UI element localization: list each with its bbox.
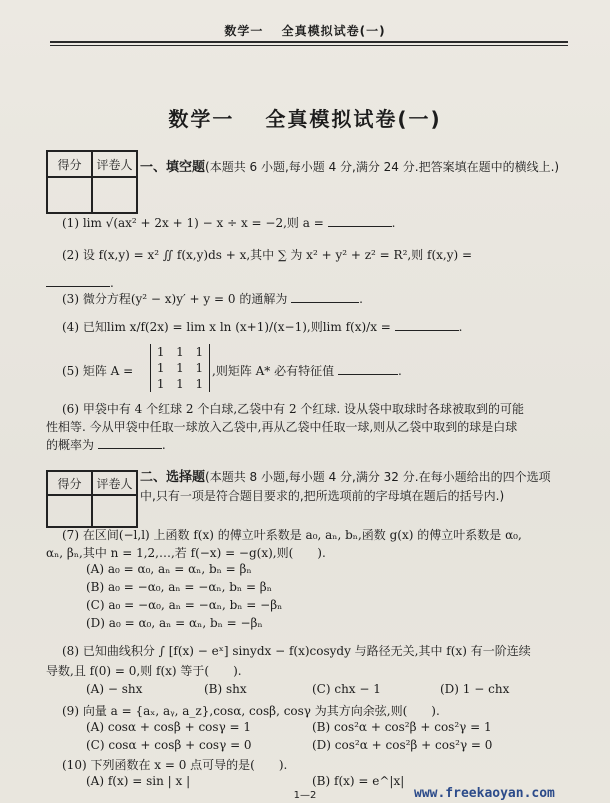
question-5: ,则矩阵 A* 必有特征值 . xyxy=(212,364,402,378)
question-7-line2: αₙ, βₙ,其中 n = 1,2,…,若 f(−x) = −g(x),则( ). xyxy=(46,546,326,560)
question-2 xyxy=(62,246,472,263)
q1-answer-blank[interactable] xyxy=(328,214,392,227)
q10-option-b[interactable]: (B) f(x) = e^|x| xyxy=(312,774,405,788)
matrix-a: 1 1 1 1 1 1 1 1 1 xyxy=(150,344,210,392)
score-cell xyxy=(47,495,92,527)
question-3: (3) 微分方程(y² − x)y′ + y = 0 的通解为 . xyxy=(62,292,363,306)
score-label: 得分 xyxy=(47,471,92,495)
question-9-line1: (9) 向量 a = {aₓ, aᵧ, a_z},cosα, cosβ, cosγ 为其方向余弦,则( ). xyxy=(62,704,440,718)
section1-instructions: (本题共 6 小题,每小题 4 分,满分 24 分.把答案填在题中的横线上.) xyxy=(205,160,560,174)
q10-option-a[interactable]: (A) f(x) = sin | x | xyxy=(86,774,191,788)
question-6-line1: (6) 甲袋中有 4 个红球 2 个白球,乙袋中有 2 个红球. 设从袋中取球时各球被取到的可能 xyxy=(62,402,525,416)
running-header: 数学一 全真模拟试卷(一) xyxy=(224,24,386,38)
grader-cell xyxy=(92,177,137,213)
watermark-url[interactable]: www.freekaoyan.com xyxy=(414,786,555,801)
question-10-line1: (10) 下列函数在 x = 0 点可导的是( ). xyxy=(62,758,288,772)
section2-heading xyxy=(140,468,560,505)
question-8-line1: (8) 已知曲线积分 ∫ [f(x) − eˣ] sinydx − f(x)cosydy 与路径无关,其中 f(x) 有一阶连续 xyxy=(62,644,531,658)
q8-option-c[interactable]: (C) chx − 1 xyxy=(312,682,381,696)
question-8-line2: 导数,且 f(0) = 0,则 f(x) 等于( ). xyxy=(46,664,242,678)
q2-answer-blank[interactable] xyxy=(46,274,110,287)
q3-text: (3) 微分方程(y² − x)y′ + y = 0 的通解为 xyxy=(62,292,288,306)
q5-text: ,则矩阵 A* 必有特征值 xyxy=(212,364,335,378)
q8-option-a[interactable]: (A) − shx xyxy=(86,682,143,696)
section1-heading xyxy=(140,158,560,177)
score-cell xyxy=(47,177,92,213)
score-label: 得分 xyxy=(47,151,92,177)
q9-option-b[interactable]: (B) cos²α + cos²β + cos²γ = 1 xyxy=(312,720,492,734)
q9-option-c[interactable]: (C) cosα + cosβ + cosγ = 0 xyxy=(86,738,252,752)
q4-answer-blank[interactable] xyxy=(395,318,459,331)
question-2-answer: . xyxy=(46,274,114,290)
question-6-line3: 的概率为 . xyxy=(46,438,166,452)
score-box-section1 xyxy=(46,150,138,214)
grader-cell xyxy=(92,495,137,527)
q4-text: (4) 已知lim x/f(2x) = lim x ln (x+1)/(x−1),则lim f(x)/x = xyxy=(62,320,391,334)
header-rule-thin xyxy=(50,45,568,46)
q2-text: (2) 设 f(x,y) = x² ∬ f(x,y)ds + x,其中 ∑ 为 x² + y² + z² = R²,则 f(x,y) = xyxy=(62,248,473,262)
question-7-line1: (7) 在区间(−l,l) 上函数 f(x) 的傅立叶系数是 a₀, aₙ, bₙ,函数 g(x) 的傅立叶系数是 α₀, xyxy=(62,528,522,542)
section1-title: 一、填空题 xyxy=(140,160,206,175)
q8-option-b[interactable]: (B) shx xyxy=(204,682,247,696)
q7-option-a[interactable]: (A) a₀ = α₀, aₙ = αₙ, bₙ = βₙ xyxy=(86,562,252,576)
q9-option-a[interactable]: (A) cosα + cosβ + cosγ = 1 xyxy=(86,720,252,734)
q9-option-d[interactable]: (D) cos²α + cos²β + cos²γ = 0 xyxy=(312,738,493,752)
q7-option-d[interactable]: (D) a₀ = α₀, aₙ = αₙ, bₙ = −βₙ xyxy=(86,616,263,630)
question-1: (1) lim √(ax² + 2x + 1) − x ÷ x = −2,则 a = . xyxy=(62,216,396,230)
q3-answer-blank[interactable] xyxy=(291,290,359,303)
q8-option-d[interactable]: (D) 1 − chx xyxy=(440,682,510,696)
q7-option-b[interactable]: (B) a₀ = −α₀, aₙ = −αₙ, bₙ = βₙ xyxy=(86,580,272,594)
question-4: (4) 已知lim x/f(2x) = lim x ln (x+1)/(x−1),则lim f(x)/x = . xyxy=(62,320,463,334)
q1-text: (1) lim √(ax² + 2x + 1) − x ÷ x = −2,则 a = xyxy=(62,216,324,230)
grader-label: 评卷人 xyxy=(92,151,137,177)
grader-label: 评卷人 xyxy=(92,471,137,495)
question-6-line2: 性相等. 今从甲袋中任取一球放入乙袋中,再从乙袋中任取一球,则从乙袋中取到的球是白球 xyxy=(46,420,518,434)
q6-answer-blank[interactable] xyxy=(98,436,162,449)
question-5-lead: (5) 矩阵 A = xyxy=(62,364,134,378)
score-box-section2 xyxy=(46,470,138,528)
q5-answer-blank[interactable] xyxy=(338,362,398,375)
page-title: 数学一 全真模拟试卷(一) xyxy=(168,107,442,131)
section2-instructions: (本题共 8 小题,每小题 4 分,满分 32 分.在每小题给出的四个选项中,只有一项是符合题目要求的,把所选项前的字母填在题后的括号内.) xyxy=(140,470,551,503)
header-rule xyxy=(50,41,568,43)
q7-option-c[interactable]: (C) a₀ = −α₀, aₙ = −αₙ, bₙ = −βₙ xyxy=(86,598,283,612)
page-number: 1—2 xyxy=(293,790,317,801)
section2-title: 二、选择题 xyxy=(140,470,206,485)
